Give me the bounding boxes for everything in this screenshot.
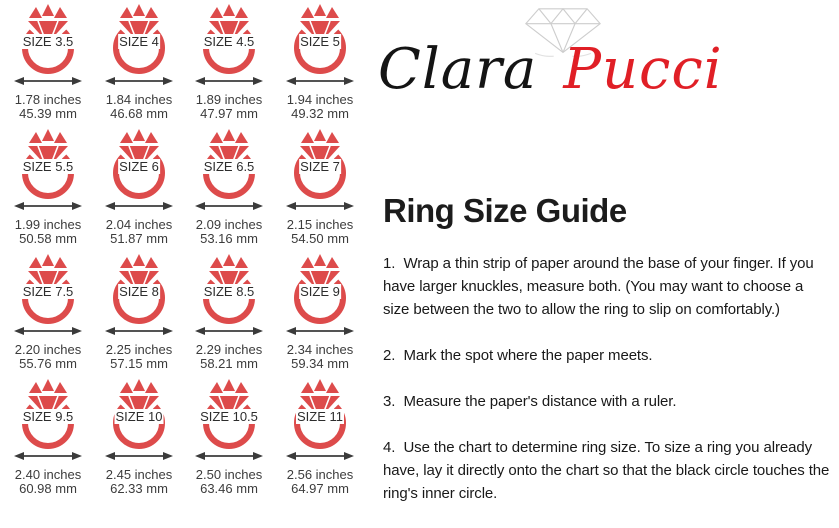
ring-size-cell xyxy=(2,253,94,378)
ring-size-cell xyxy=(184,128,274,253)
diameter-arrow-icon xyxy=(195,450,263,462)
diameter-inches: 2.04 inches xyxy=(105,217,173,232)
diameter-inches: 1.84 inches xyxy=(105,92,173,107)
ring-size-label: SIZE 11 xyxy=(296,409,344,424)
ring-size-label: SIZE 9.5 xyxy=(22,409,74,424)
diameter-arrow-icon xyxy=(105,325,173,337)
ring-size-label: SIZE 5 xyxy=(300,34,340,49)
ring-size-label: SIZE 6.5 xyxy=(203,159,255,174)
diameter-arrow-icon xyxy=(105,75,173,87)
diameter-arrow-icon xyxy=(105,200,173,212)
diameter-inches: 1.78 inches xyxy=(14,92,82,107)
diameter-inches: 2.56 inches xyxy=(286,467,354,482)
diameter-inches: 2.09 inches xyxy=(195,217,263,232)
ring-size-label: SIZE 10.5 xyxy=(200,409,258,424)
diameter-mm: 64.97 mm xyxy=(291,481,349,496)
logo-word-pucci: Pucci xyxy=(563,37,723,102)
diameter-arrow-icon xyxy=(195,325,263,337)
ring-size-label: SIZE 8 xyxy=(119,284,159,299)
diameter-arrow-icon xyxy=(286,450,354,462)
instruction-step-2: 2. Mark the spot where the paper meets. xyxy=(383,347,653,364)
diameter-inches: 2.34 inches xyxy=(286,342,354,357)
diameter-mm: 50.58 mm xyxy=(19,231,77,246)
ring-size-cell xyxy=(2,128,94,253)
ring-size-label: SIZE 5.5 xyxy=(22,159,74,174)
diameter-arrow-icon xyxy=(14,325,82,337)
diameter-inches: 2.40 inches xyxy=(14,467,82,482)
diameter-arrow-icon xyxy=(195,75,263,87)
ring-size-label: SIZE 8.5 xyxy=(203,284,255,299)
diameter-arrow-icon xyxy=(286,325,354,337)
diameter-mm: 57.15 mm xyxy=(110,356,168,371)
diameter-inches: 2.25 inches xyxy=(105,342,173,357)
diameter-mm: 45.39 mm xyxy=(19,106,77,121)
instructions xyxy=(383,252,831,528)
diameter-mm: 47.97 mm xyxy=(200,106,258,121)
ring-size-label: SIZE 10 xyxy=(115,409,163,424)
ring-size-cell xyxy=(274,253,366,378)
diameter-mm: 53.16 mm xyxy=(200,231,258,246)
diameter-mm: 60.98 mm xyxy=(19,481,77,496)
diameter-arrow-icon xyxy=(14,200,82,212)
ring-size-label: SIZE 3.5 xyxy=(22,34,74,49)
diameter-mm: 63.46 mm xyxy=(200,481,258,496)
ring-size-cell xyxy=(2,378,94,503)
ring-size-label: SIZE 6 xyxy=(119,159,159,174)
ring-size-cell xyxy=(2,3,94,128)
diameter-mm: 46.68 mm xyxy=(110,106,168,121)
diameter-inches: 1.94 inches xyxy=(286,92,354,107)
ring-size-cell xyxy=(94,253,184,378)
diameter-mm: 51.87 mm xyxy=(110,231,168,246)
ring-size-cell xyxy=(94,378,184,503)
diameter-arrow-icon xyxy=(14,75,82,87)
instruction-step-1: 1. Wrap a thin strip of paper around the base of your finger. If you have larger knuckles, measure both. (You may want to choose a size between the two to allow the ring to slip on comfortably.) xyxy=(383,255,814,318)
logo-word-clara: Clara xyxy=(378,37,538,102)
ring-size-cell xyxy=(184,378,274,503)
diameter-mm: 55.76 mm xyxy=(19,356,77,371)
ring-size-cell xyxy=(184,3,274,128)
diameter-arrow-icon xyxy=(195,200,263,212)
diameter-inches: 2.50 inches xyxy=(195,467,263,482)
ring-size-label: SIZE 4 xyxy=(119,34,159,49)
diameter-inches: 1.89 inches xyxy=(195,92,263,107)
diameter-arrow-icon xyxy=(286,200,354,212)
ring-size-cell xyxy=(274,378,366,503)
diameter-mm: 62.33 mm xyxy=(110,481,168,496)
info-panel xyxy=(374,0,839,501)
diameter-arrow-icon xyxy=(286,75,354,87)
diameter-inches: 2.20 inches xyxy=(14,342,82,357)
ring-size-label: SIZE 4.5 xyxy=(203,34,255,49)
ring-size-cell xyxy=(94,3,184,128)
ring-size-cell xyxy=(274,128,366,253)
diameter-mm: 59.34 mm xyxy=(291,356,349,371)
diameter-arrow-icon xyxy=(105,450,173,462)
page-title: Ring Size Guide xyxy=(383,192,627,229)
ring-size-label: SIZE 7.5 xyxy=(22,284,74,299)
ring-size-label: SIZE 9 xyxy=(300,284,340,299)
diameter-inches: 2.15 inches xyxy=(286,217,354,232)
diameter-mm: 49.32 mm xyxy=(291,106,349,121)
diameter-inches: 1.99 inches xyxy=(14,217,82,232)
ring-size-cell xyxy=(274,3,366,128)
diameter-mm: 58.21 mm xyxy=(200,356,258,371)
instruction-step-4: 4. Use the chart to determine ring size. To size a ring you already have, lay it directly onto the chart so that the black circle touches the ring's inner circle. xyxy=(383,439,830,502)
brand-logo xyxy=(374,4,836,100)
ring-size-cell xyxy=(94,128,184,253)
instruction-step-3: 3. Measure the paper's distance with a ruler. xyxy=(383,393,677,410)
diameter-mm: 54.50 mm xyxy=(291,231,349,246)
ring-size-chart xyxy=(2,3,374,503)
ring-size-label: SIZE 7 xyxy=(300,159,340,174)
diameter-arrow-icon xyxy=(14,450,82,462)
diameter-inches: 2.45 inches xyxy=(105,467,173,482)
ring-size-cell xyxy=(184,253,274,378)
diameter-inches: 2.29 inches xyxy=(195,342,263,357)
